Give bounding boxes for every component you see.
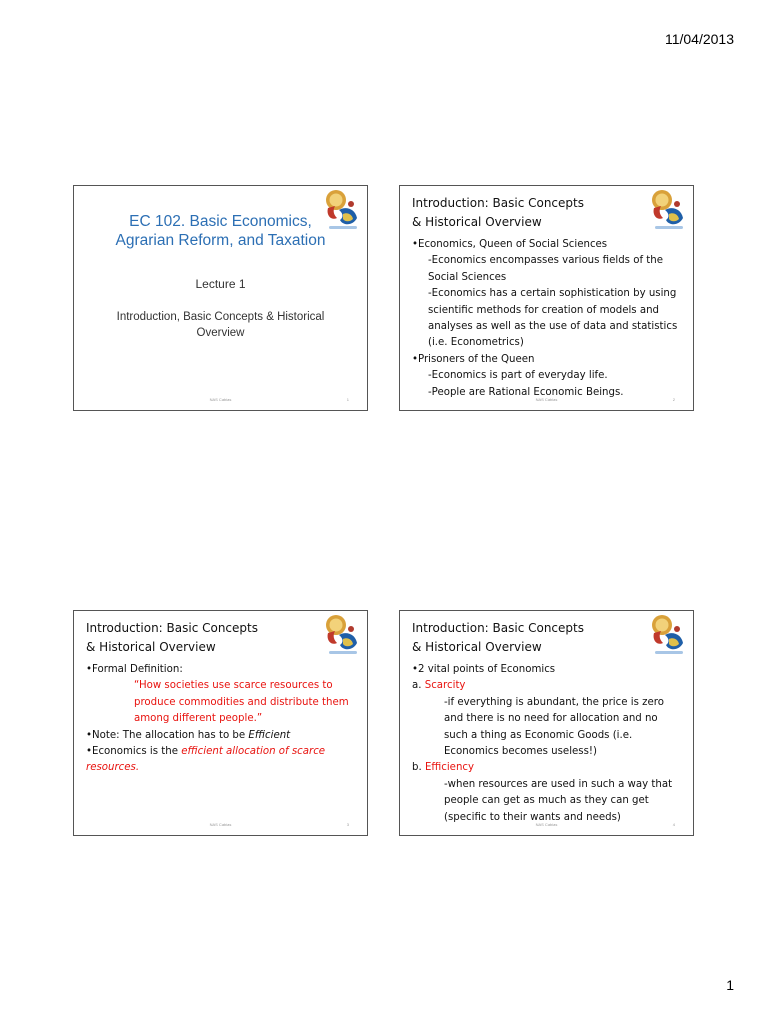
sub-point: scientific methods for creation of models and bbox=[428, 304, 659, 316]
point-term: Efficiency bbox=[424, 762, 475, 774]
sub-point: (specific to their wants and needs) bbox=[444, 811, 621, 823]
sub-point: (i.e. Econometrics) bbox=[428, 337, 524, 349]
slide-title-line: Introduction: Basic Concepts bbox=[412, 196, 584, 210]
slide-2 bbox=[399, 185, 694, 411]
slide-4 bbox=[399, 610, 694, 836]
point-label: b. bbox=[412, 762, 425, 774]
slide-title bbox=[412, 619, 584, 657]
lecture-subtitle-line: Introduction, Basic Concepts & Historical bbox=[116, 311, 325, 323]
econ-text: •Economics is the bbox=[86, 746, 182, 758]
slide-author: NAS Cabias bbox=[535, 397, 558, 402]
bullet: •Prisoners of the Queen bbox=[412, 353, 535, 365]
page-number: 1 bbox=[726, 977, 734, 993]
slide-title-line: & Historical Overview bbox=[86, 640, 216, 654]
sub-point: -if everything is abundant, the price is zero bbox=[444, 696, 664, 708]
note-text: •Note: The allocation has to be bbox=[86, 729, 249, 741]
university-logo-icon bbox=[651, 613, 687, 657]
note-emphasis: Efficient bbox=[248, 729, 291, 741]
slide-1 bbox=[73, 185, 368, 411]
sub-point: -People are Rational Economic Beings. bbox=[428, 386, 624, 398]
bullet: •Formal Definition: bbox=[86, 664, 183, 675]
lecture-label: Lecture 1 bbox=[195, 277, 246, 291]
course-title bbox=[74, 212, 367, 250]
sub-point: people can get as much as they can get bbox=[444, 795, 649, 807]
slide-author: NAS Cabias bbox=[209, 822, 232, 827]
point-b bbox=[412, 760, 683, 776]
sub-point: such a thing as Economic Goods (i.e. bbox=[444, 729, 633, 741]
slide-title-line: Introduction: Basic Concepts bbox=[86, 621, 258, 635]
econ-emphasis: efficient allocation of scarce bbox=[181, 746, 326, 758]
sub-point: -Economics has a certain sophistication by using bbox=[428, 288, 677, 300]
sub-point: Economics becomes useless!) bbox=[444, 746, 597, 758]
slide-number: 2 bbox=[672, 397, 675, 402]
slide-3 bbox=[73, 610, 368, 836]
econ-emphasis: resources. bbox=[86, 762, 140, 774]
lecture-subtitle bbox=[88, 309, 353, 341]
slide-title bbox=[412, 194, 584, 232]
lecture-subtitle-line: Overview bbox=[196, 327, 245, 339]
slide-number: 4 bbox=[672, 822, 675, 827]
university-logo-icon bbox=[651, 188, 687, 232]
sub-point: and there is no need for allocation and no bbox=[444, 713, 658, 725]
slide-number: 1 bbox=[346, 397, 349, 402]
sub-point: analyses as well as the use of data and statistics bbox=[428, 321, 678, 333]
university-logo-icon bbox=[325, 613, 361, 657]
definition-quote: “How societies use scarce resources to bbox=[134, 680, 333, 692]
slide-title-line: & Historical Overview bbox=[412, 640, 542, 654]
bullet: •Economics, Queen of Social Sciences bbox=[412, 239, 608, 250]
slide-number: 3 bbox=[346, 822, 349, 827]
slide-author: NAS Cabias bbox=[535, 822, 558, 827]
course-title-line: Agrarian Reform, and Taxation bbox=[115, 232, 326, 249]
definition-quote: among different people.” bbox=[134, 713, 263, 725]
bullet bbox=[86, 744, 357, 760]
sub-point: -when resources are used in such a way that bbox=[444, 778, 673, 790]
slide-title bbox=[86, 619, 258, 657]
bullet bbox=[86, 728, 357, 744]
slide-author: NAS Cabias bbox=[209, 397, 232, 402]
bullet: •2 vital points of Economics bbox=[412, 664, 556, 675]
slide-body bbox=[86, 662, 357, 777]
slide-body bbox=[412, 662, 683, 826]
point-a bbox=[412, 678, 683, 694]
slide-body bbox=[412, 237, 683, 401]
slide-title-line: Introduction: Basic Concepts bbox=[412, 621, 584, 635]
page-date: 11/04/2013 bbox=[664, 31, 734, 47]
sub-point: -Economics encompasses various fields of the bbox=[428, 255, 663, 267]
sub-point: Social Sciences bbox=[428, 271, 507, 283]
point-term: Scarcity bbox=[424, 680, 466, 692]
sub-point: -Economics is part of everyday life. bbox=[428, 370, 608, 382]
course-title-line: EC 102. Basic Economics, bbox=[129, 213, 312, 230]
definition-quote: produce commodities and distribute them bbox=[134, 696, 349, 708]
point-label: a. bbox=[412, 680, 425, 692]
slide-title-line: & Historical Overview bbox=[412, 215, 542, 229]
